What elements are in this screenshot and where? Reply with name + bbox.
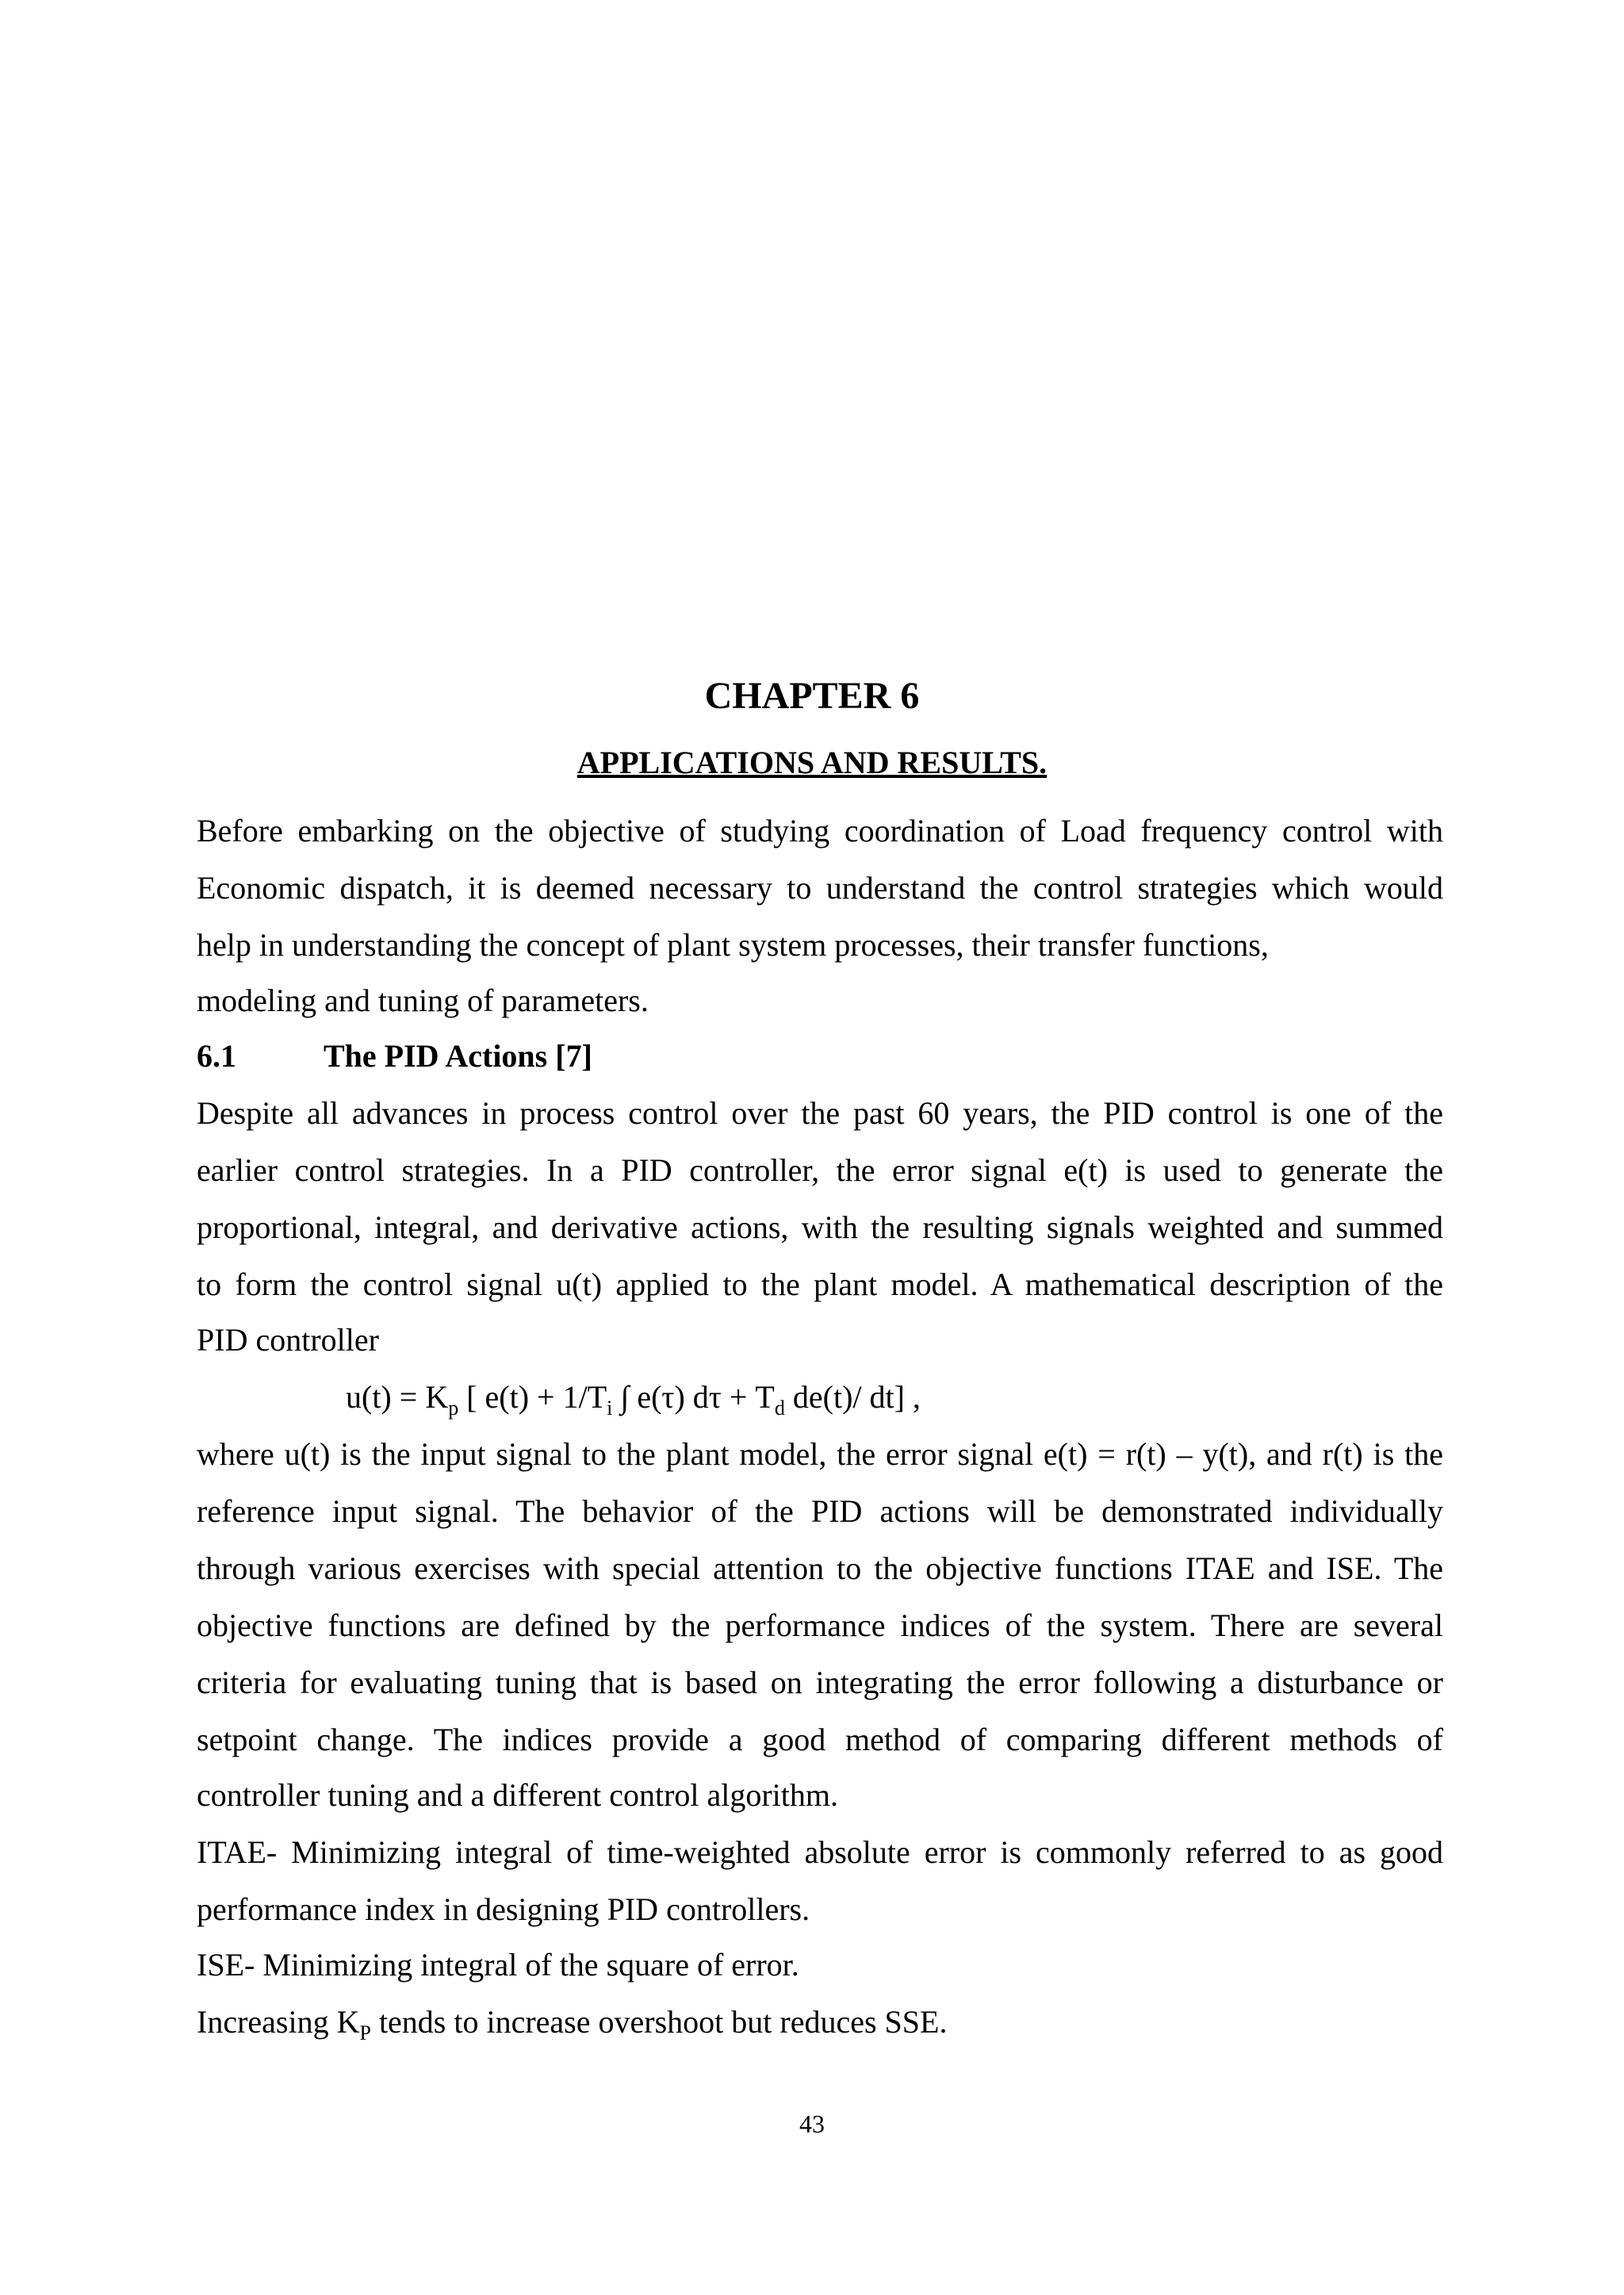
section-title: The PID Actions [7] xyxy=(324,1038,592,1074)
section-number: 6.1 xyxy=(197,1038,236,1074)
chapter-title: CHAPTER 6 xyxy=(704,675,920,717)
kp-line-text: tends to increase overshoot but reduces SSE. xyxy=(370,2004,948,2040)
pid-equation xyxy=(346,1378,921,1427)
ise-line: ISE- Minimizing integral of the square of error. xyxy=(197,1947,799,1983)
body-line: proportional, integral, and derivative actions, with the resulting signals weighted and summed xyxy=(197,1209,1443,1245)
equation-part: ∫ e(τ) dτ + T xyxy=(612,1379,775,1415)
itae-line: ITAE- Minimizing integral of time-weighted absolute error is commonly referred to as good xyxy=(197,1834,1443,1870)
body-line: to form the control signal u(t) applied to the plant model. A mathematical description of the xyxy=(197,1266,1443,1302)
body-line: criteria for evaluating tuning that is based on integrating the error following a disturbance or xyxy=(197,1665,1443,1700)
chapter-subtitle: APPLICATIONS AND RESULTS. xyxy=(576,745,1048,780)
kp-line xyxy=(197,2003,947,2052)
body-line: where u(t) is the input signal to the plant model, the error signal e(t) = r(t) – y(t), and r(t) is the xyxy=(197,1436,1443,1472)
body-line: earlier control strategies. In a PID controller, the error signal e(t) is used to generate the xyxy=(197,1152,1443,1188)
page-number: 43 xyxy=(799,2109,825,2138)
intro-line: Economic dispatch, it is deemed necessary to understand the control strategies which would xyxy=(197,870,1443,906)
body-line: setpoint change. The indices provide a good method of comparing different methods of xyxy=(197,1722,1443,1757)
body-line: PID controller xyxy=(197,1322,379,1358)
intro-line: help in understanding the concept of plant system processes, their transfer functions, xyxy=(197,927,1269,963)
equation-subscript: p xyxy=(448,1397,459,1420)
equation-subscript: d xyxy=(774,1397,785,1420)
equation-part: de(t)/ dt] , xyxy=(784,1379,921,1415)
body-line: objective functions are defined by the performance indices of the system. There are several xyxy=(197,1607,1443,1643)
equation-part: [ e(t) + 1/T xyxy=(458,1379,607,1415)
intro-line: modeling and tuning of parameters. xyxy=(197,983,649,1018)
kp-subscript: P xyxy=(359,2021,371,2044)
body-line: through various exercises with special attention to the objective functions ITAE and ISE. The xyxy=(197,1550,1443,1586)
itae-line: performance index in designing PID controllers. xyxy=(197,1891,810,1927)
equation-subscript: i xyxy=(607,1397,613,1420)
intro-line: Before embarking on the objective of studying coordination of Load frequency control with xyxy=(197,813,1443,849)
body-line: Despite all advances in process control over the past 60 years, the PID control is one of the xyxy=(197,1095,1443,1131)
equation-part: u(t) = K xyxy=(346,1379,449,1415)
kp-line-text: Increasing K xyxy=(197,2004,360,2040)
body-line: controller tuning and a different control algorithm. xyxy=(197,1777,839,1813)
body-line: reference input signal. The behavior of the PID actions will be demonstrated individually xyxy=(197,1493,1443,1529)
